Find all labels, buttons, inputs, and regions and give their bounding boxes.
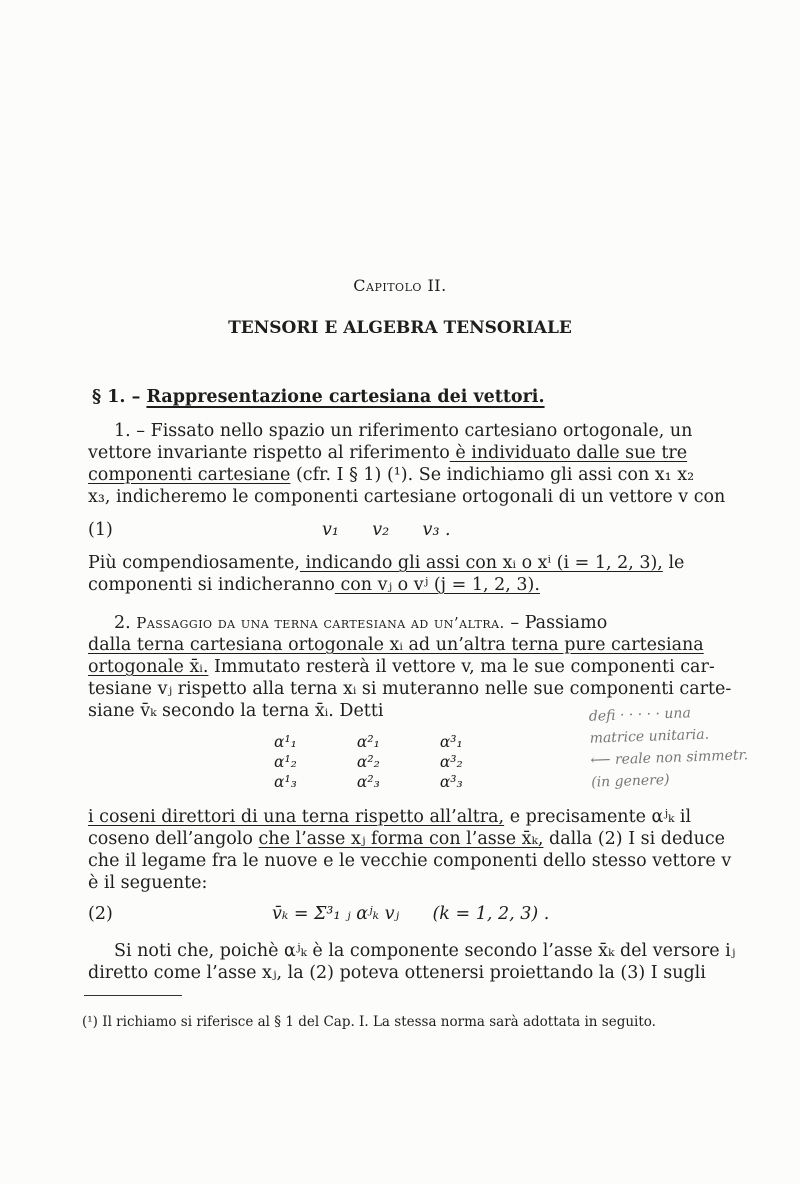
para4-l1b: e precisamente αʲₖ il <box>504 807 692 827</box>
matrix-cell: α¹₃ <box>274 773 297 791</box>
para4-line2 <box>88 828 725 850</box>
handwritten-margin-note <box>589 698 800 793</box>
para2-l1c: le <box>662 553 685 573</box>
matrix-row <box>262 752 475 772</box>
para2-line2 <box>88 574 684 596</box>
matrix-cell: α³₃ <box>439 773 463 791</box>
footnote: (¹) Il richiamo si riferisce al § 1 del Cap. I. La stessa norma sarà adottata in seguito. <box>82 1014 656 1030</box>
para4-l1a: i coseni direttori di una terna rispetto all’altra, <box>88 807 505 827</box>
para1-line3 <box>88 464 695 486</box>
para2-l2a: componenti si indicheranno <box>88 575 335 595</box>
para1-l2b: è individuato dalle sue tre <box>449 443 688 463</box>
para2-l1b: indicando gli assi con xᵢ o xⁱ (i = 1, 2, 3), <box>299 553 663 573</box>
margin-note-line: (in genere) <box>590 772 670 791</box>
para3-line1 <box>114 612 684 634</box>
matrix-cell: α²₁ <box>356 733 380 751</box>
para4-line3: che il legame fra le nuove e le vecchie componenti dello stesso vettore v <box>88 851 732 871</box>
footnote-rule <box>84 995 182 996</box>
para4-l2b: che l’asse xⱼ forma con l’asse x̄ₖ, <box>258 829 544 849</box>
para3-l1c: – Passiamo <box>504 613 608 633</box>
para1-l3a: componenti cartesiane <box>88 465 291 485</box>
para1-line2 <box>88 442 688 464</box>
para1-l2a: vettore invariante rispetto al riferimento <box>88 443 450 463</box>
para5-line1: Si noti che, poichè αʲₖ è la componente secondo l’asse x̄ₖ del versore iⱼ <box>114 941 736 961</box>
para3-line4: tesiane vⱼ rispetto alla terna xᵢ si muteranno nelle sue componenti carte- <box>88 679 732 699</box>
eq2-number: (2) <box>88 904 113 924</box>
para4-l2a: coseno dell’angolo <box>88 829 259 849</box>
para1-line4: x₃, indicheremo le componenti cartesiane ortogonali di un vettore v con <box>88 487 726 507</box>
section-number: § 1. – <box>92 387 141 407</box>
para3-l1b: Passaggio da una terna cartesiana ad un’altra. <box>136 614 505 632</box>
para3-l3b: Immutato resterà il vettore v, ma le sue componenti car- <box>208 657 715 677</box>
eq1-content: v₁ v₂ v₃ . <box>322 520 451 540</box>
para3-line2: dalla terna cartesiana ortogonale xᵢ ad un’altra terna pure cartesiana <box>88 635 704 655</box>
margin-note-line: defi · · · · · una <box>588 705 692 725</box>
para2-line1 <box>88 552 684 574</box>
para4-line4: è il seguente: <box>88 873 208 893</box>
matrix-cell: α²₂ <box>356 753 380 771</box>
section-heading <box>92 386 688 408</box>
para3-line3 <box>88 656 715 678</box>
matrix-cell: α¹₁ <box>274 733 297 751</box>
para5-line2: diretto come l’asse xⱼ, la (2) poteva ottenersi proiettando la (3) I sugli <box>88 963 706 983</box>
eq1-number: (1) <box>88 520 113 540</box>
para1-line1: 1. – Fissato nello spazio un riferimento cartesiano ortogonale, un <box>114 421 693 441</box>
eq2-content: v̄ₖ = Σ³₁ ⱼ αʲₖ vⱼ (k = 1, 2, 3) . <box>272 904 550 924</box>
matrix-cell: α³₁ <box>439 733 463 751</box>
matrix-row <box>262 732 475 752</box>
chapter-label: Capitolo II. <box>353 276 447 295</box>
para2-l2b: con vⱼ o vʲ (j = 1, 2, 3). <box>334 575 540 595</box>
matrix-cell: α³₂ <box>439 753 463 771</box>
section-title: Rappresentazione cartesiana dei vettori. <box>146 387 545 407</box>
para4-line1 <box>88 806 692 828</box>
margin-note-line: matrice unitaria. <box>589 726 710 747</box>
para4-l2c: dalla (2) I si deduce <box>543 829 725 849</box>
margin-note-line: ⟵ reale non simmetr. <box>590 747 749 769</box>
para2-l1a: Più compendiosamente, <box>88 553 300 573</box>
para3-l3a: ortogonale x̄ᵢ. <box>88 657 209 677</box>
direction-cosine-matrix <box>262 732 475 792</box>
chapter-title: TENSORI E ALGEBRA TENSORIALE <box>228 318 572 338</box>
matrix-cell: α¹₂ <box>274 753 297 771</box>
matrix-row <box>262 772 475 792</box>
para1-l3b: (cfr. I § 1) (¹). Se indichiamo gli assi con x₁ x₂ <box>290 465 695 485</box>
matrix-cell: α²₃ <box>356 773 380 791</box>
para3-line5: siane v̄ₖ secondo la terna x̄ᵢ. Detti <box>88 701 384 721</box>
para3-l1a: 2. <box>114 613 137 633</box>
